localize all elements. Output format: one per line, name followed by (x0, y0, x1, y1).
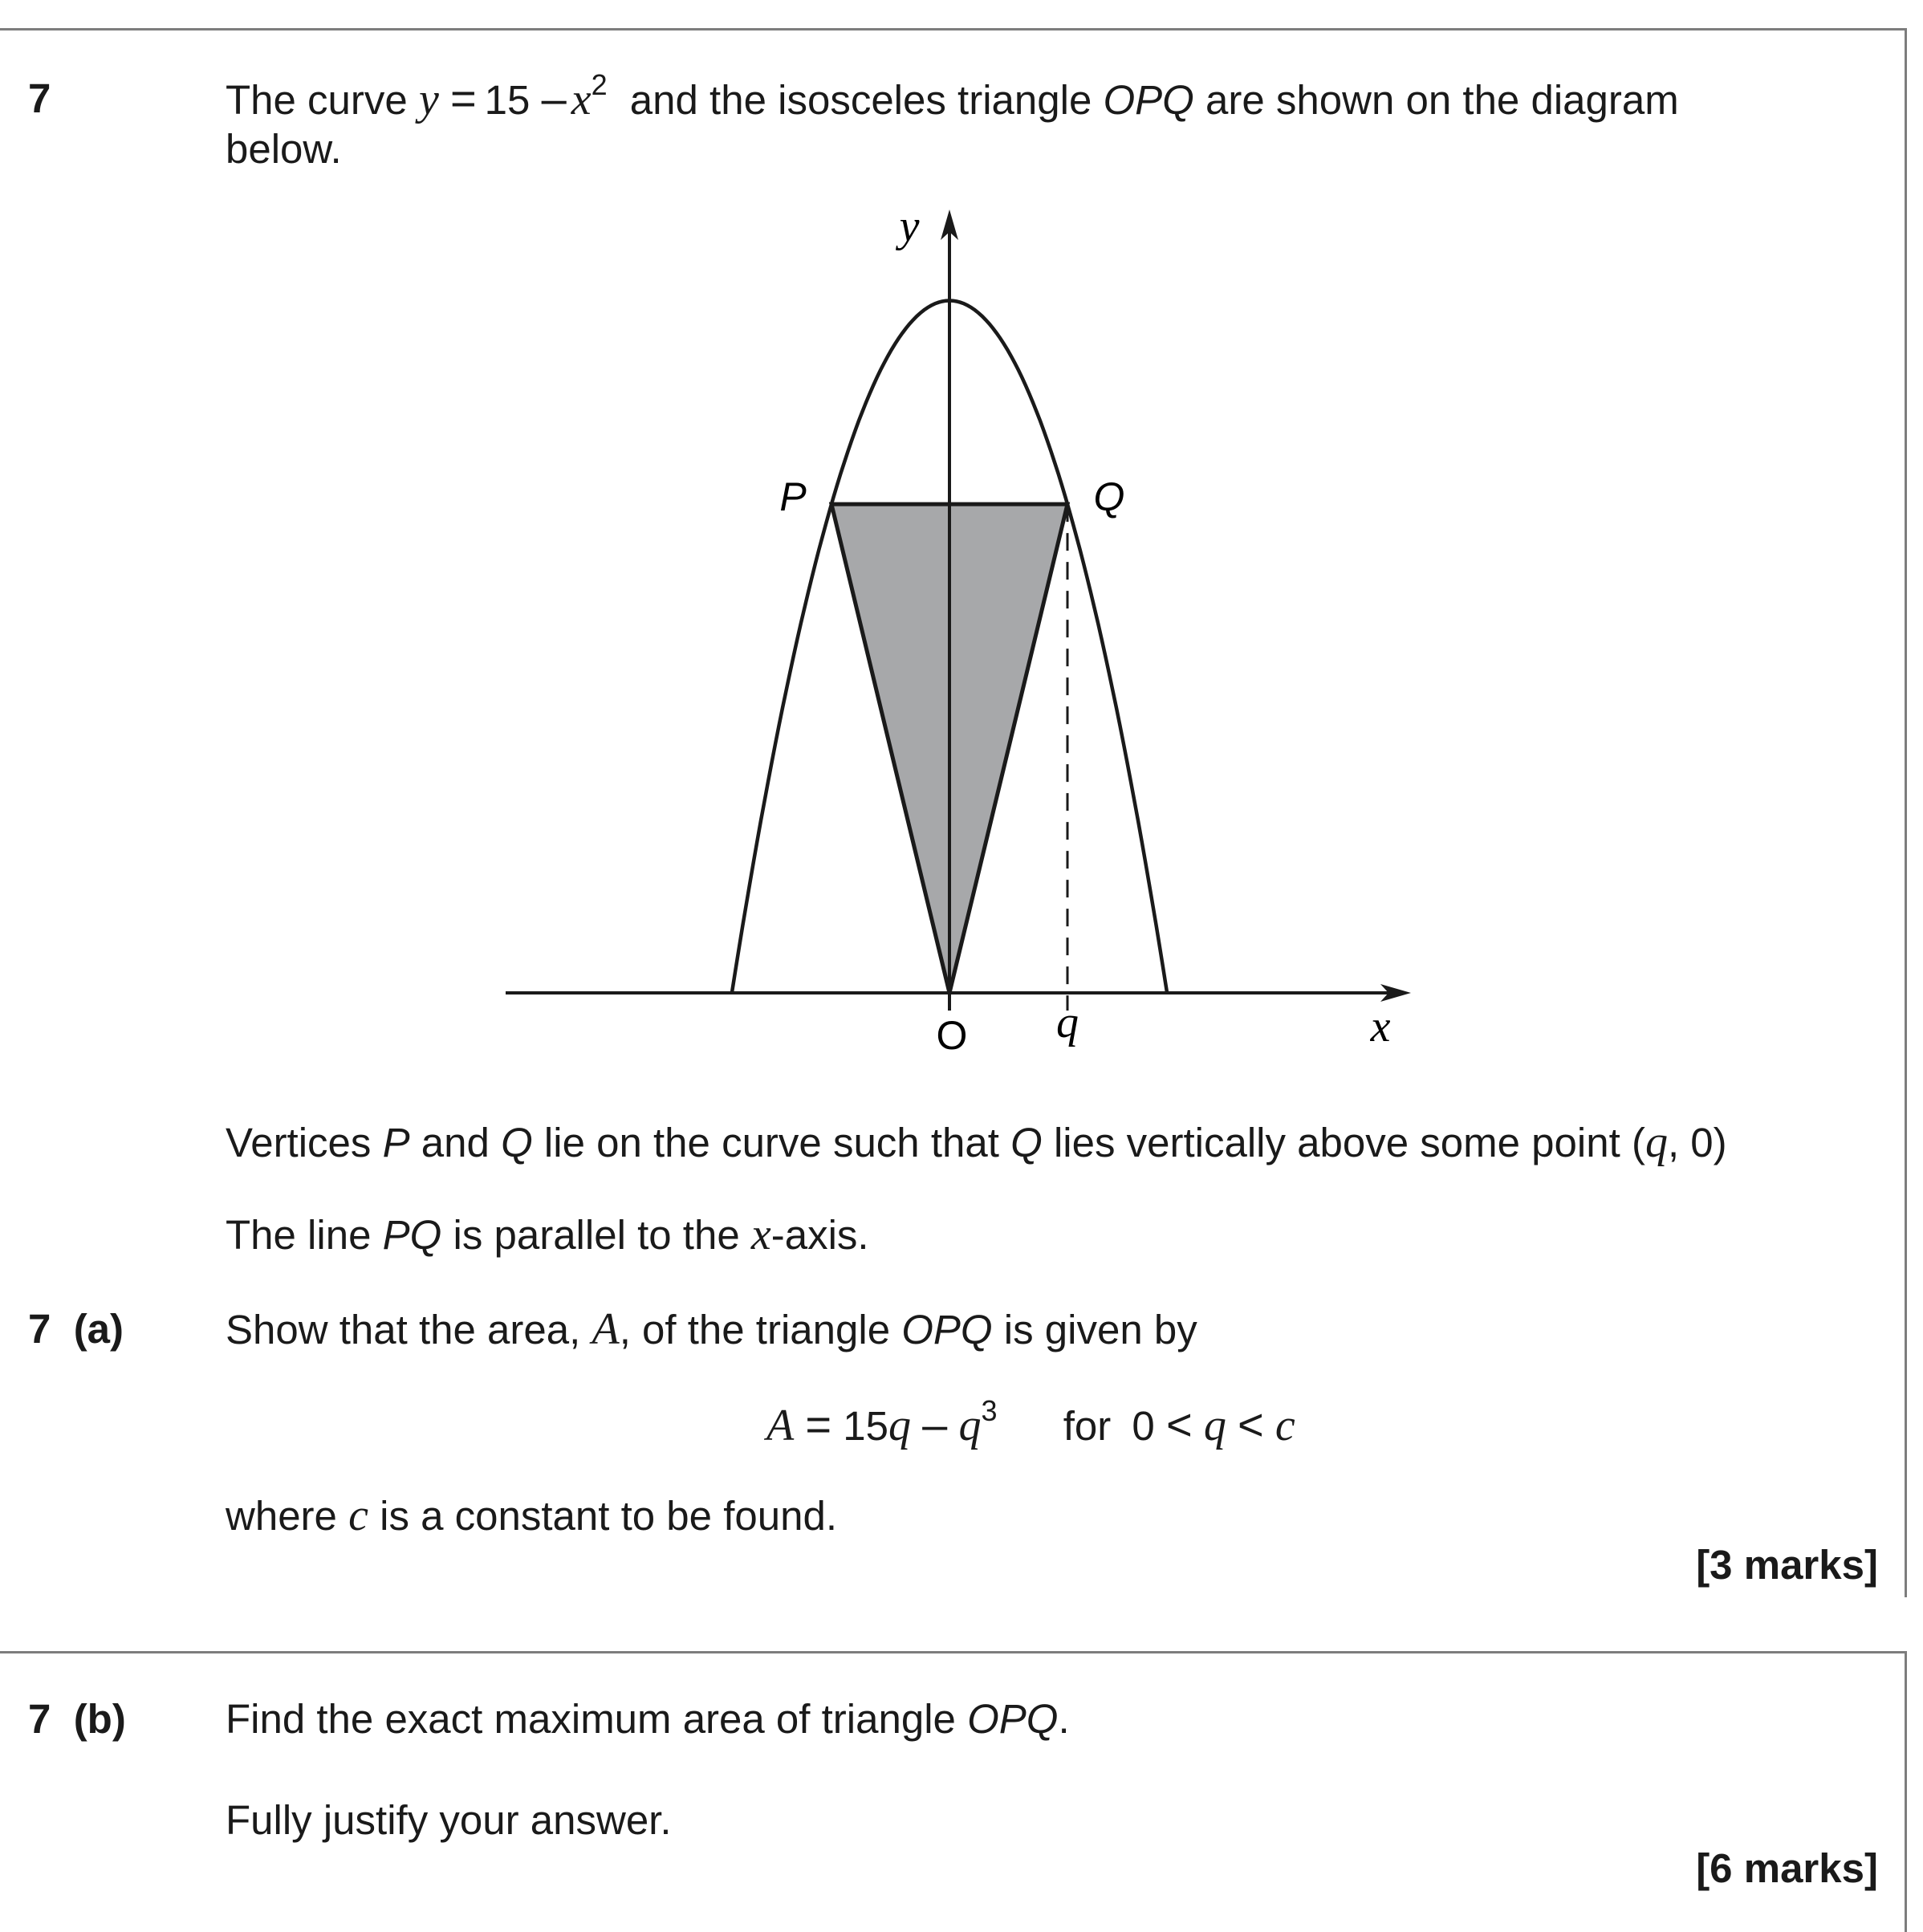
where-c: c (348, 1491, 368, 1540)
origin-label: O (936, 1013, 968, 1058)
eq-fifteen: 15 (484, 77, 531, 123)
vs-p: P (382, 1120, 410, 1165)
pa-opq: OPQ (901, 1307, 993, 1352)
eq-minus: – (541, 73, 567, 124)
intro-line-1 (226, 68, 1679, 124)
vs-text-1: Vertices (226, 1120, 372, 1165)
vs-q2: Q (1010, 1120, 1043, 1165)
pb-text-2: . (1058, 1696, 1070, 1742)
intro-before: The curve (226, 77, 408, 123)
formula-lt-2: < (1238, 1399, 1264, 1450)
part-a-label: 7 (a) (28, 1306, 124, 1352)
vs-text-3: lie on the curve such that (543, 1120, 999, 1165)
ps-pq: PQ (382, 1212, 442, 1258)
intro-triangle: OPQ (1103, 77, 1194, 123)
eq-y: y (418, 75, 439, 124)
formula-q2: q (958, 1401, 982, 1450)
ps-text-1: The line (226, 1212, 372, 1258)
vs-qvar: q (1645, 1117, 1668, 1167)
ps-text-3: -axis. (770, 1212, 869, 1258)
pa-text-2: , of the triangle (619, 1307, 891, 1352)
pa-text-1: Show that the area, (226, 1307, 581, 1352)
formula-a: A (766, 1401, 795, 1450)
intro-line-2: below. (226, 126, 342, 172)
intro-middle: and the isosceles triangle (629, 77, 1092, 123)
parabola-diagram (482, 205, 1413, 1080)
formula-minus: – (922, 1399, 948, 1450)
eq-equals: = (449, 73, 477, 124)
separator-rule (0, 1651, 1907, 1653)
formula-equals: = (805, 1399, 832, 1450)
question-number: 7 (28, 75, 51, 121)
formula-zero: 0 (1132, 1403, 1155, 1449)
ps-x: x (750, 1210, 771, 1259)
formula-lt-1: < (1165, 1399, 1193, 1450)
part-b-label: 7 (b) (28, 1696, 126, 1742)
formula-exponent: 3 (981, 1394, 998, 1427)
formula-q1: q (888, 1401, 911, 1450)
vs-q: Q (501, 1120, 533, 1165)
ps-text-2: is parallel to the (453, 1212, 740, 1258)
vs-text-2: and (421, 1120, 490, 1165)
pb-text-1: Find the exact maximum area of triangle (226, 1696, 956, 1742)
q-tick-label: q (1056, 998, 1079, 1047)
intro-after: are shown on the diagram (1205, 77, 1679, 123)
part-b-line-1 (226, 1695, 1070, 1743)
eq-x: x (571, 75, 592, 124)
vertices-sentence (226, 1118, 1727, 1167)
right-rule-upper (1905, 28, 1907, 1597)
where-sentence (226, 1491, 837, 1540)
point-q-label: Q (1093, 474, 1125, 520)
formula-fifteen: 15 (843, 1403, 888, 1449)
where-text-2: is a constant to be found. (380, 1493, 837, 1539)
top-rule (0, 28, 1907, 31)
formula-for: for (1063, 1403, 1112, 1449)
eq-exponent: 2 (591, 68, 608, 101)
part-a-marks: [3 marks] (1696, 1542, 1878, 1588)
parallel-sentence (226, 1210, 869, 1259)
point-p-label: P (779, 474, 807, 520)
part-b-line-2: Fully justify your answer. (226, 1797, 672, 1843)
pb-opq: OPQ (967, 1696, 1059, 1742)
y-axis-label: y (899, 205, 920, 251)
where-text-1: where (226, 1493, 337, 1539)
formula-c: c (1275, 1401, 1295, 1450)
x-axis-label: x (1370, 1002, 1391, 1051)
formula-q3: q (1203, 1401, 1226, 1450)
part-a-line-1 (226, 1305, 1197, 1354)
part-b-marks: [6 marks] (1696, 1845, 1878, 1891)
pa-a: A (592, 1304, 620, 1354)
vs-text-4: lies vertically above some point ( (1053, 1120, 1645, 1165)
area-formula (766, 1394, 1295, 1450)
vs-text-5: , 0) (1667, 1120, 1727, 1165)
pa-text-3: is given by (1003, 1307, 1197, 1352)
right-rule-lower (1905, 1651, 1907, 1932)
